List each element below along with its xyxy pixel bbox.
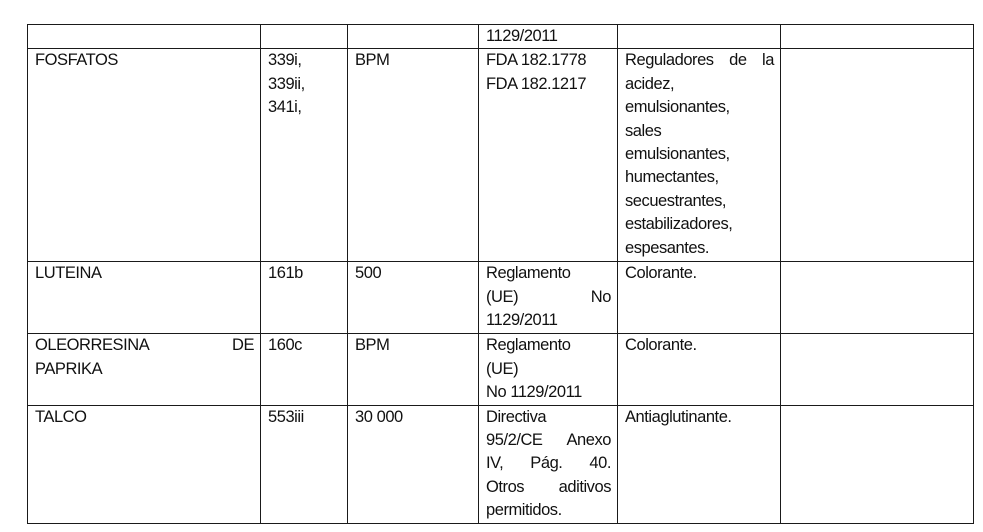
max-value: BPM [355,51,390,70]
cell-name [28,334,261,405]
name-line: OLEORRESINA DE [35,336,254,355]
function-line: emulsionantes, [625,98,730,117]
function-line: estabilizadores, [625,215,733,234]
cell-ref [479,49,618,262]
cell-ref [479,334,618,405]
ref-line: 1129/2011 [486,27,558,45]
cell-max [348,25,479,49]
function-line: secuestrantes, [625,191,727,210]
ref-line: Reglamento [486,264,571,283]
table-row [28,405,974,523]
table-row [28,334,974,405]
function-line: Colorante. [625,264,697,283]
cell-name [28,25,261,49]
ref-line: 1129/2011 [486,311,558,330]
function-line: Antiaglutinante. [625,407,732,426]
code-line: 161b [268,264,303,283]
cell-extra [781,25,974,49]
max-value: 500 [355,264,382,283]
cell-function [618,25,781,49]
table-row [28,49,974,262]
function-line: Reguladores de la [625,51,774,70]
code-line: 339ii, [268,74,305,93]
ref-line: (UE) No [486,287,611,306]
name-line: PAPRIKA [35,359,103,378]
cell-ref [479,25,618,49]
ref-line: FDA 182.1778 [486,51,587,70]
code-line: 341i, [268,98,302,117]
cell-code [261,405,348,523]
function-line: acidez, [625,74,675,93]
cell-function [618,49,781,262]
cell-name [28,405,261,523]
ref-line: Directiva [486,407,547,426]
cell-code [261,25,348,49]
additives-table [27,24,974,524]
ref-line: IV, Pág. 40. [486,454,611,473]
function-line: Colorante. [625,336,697,355]
cell-extra [781,405,974,523]
cell-code [261,334,348,405]
ref-line: permitidos. [486,501,562,520]
ref-line: Otros aditivos [486,477,611,496]
table-row [28,25,974,49]
max-value: 30 000 [355,407,403,426]
cell-code [261,49,348,262]
cell-extra [781,49,974,262]
cell-ref [479,262,618,334]
cell-extra [781,334,974,405]
cell-code [261,262,348,334]
function-line: espesantes. [625,238,710,257]
name-line: TALCO [35,407,87,426]
code-line: 339i, [268,51,302,70]
max-value: BPM [355,336,390,355]
cell-function [618,405,781,523]
cell-name [28,49,261,262]
code-line: 553iii [268,407,304,426]
cell-function [618,262,781,334]
cell-function [618,334,781,405]
table-row [28,262,974,334]
ref-line: 95/2/CE Anexo [486,431,611,450]
ref-line: Reglamento [486,336,571,355]
cell-max [348,405,479,523]
ref-line: (UE) [486,359,519,378]
function-line: emulsionantes, [625,145,730,164]
cell-extra [781,262,974,334]
cell-ref [479,405,618,523]
code-line: 160c [268,336,302,355]
ref-line: No 1129/2011 [486,383,582,402]
cell-max [348,262,479,334]
function-line: sales [625,121,662,140]
cell-name [28,262,261,334]
ref-line: FDA 182.1217 [486,74,587,93]
function-line: humectantes, [625,168,719,187]
name-line: FOSFATOS [35,51,118,70]
cell-max [348,49,479,262]
name-line: LUTEINA [35,264,102,283]
cell-max [348,334,479,405]
